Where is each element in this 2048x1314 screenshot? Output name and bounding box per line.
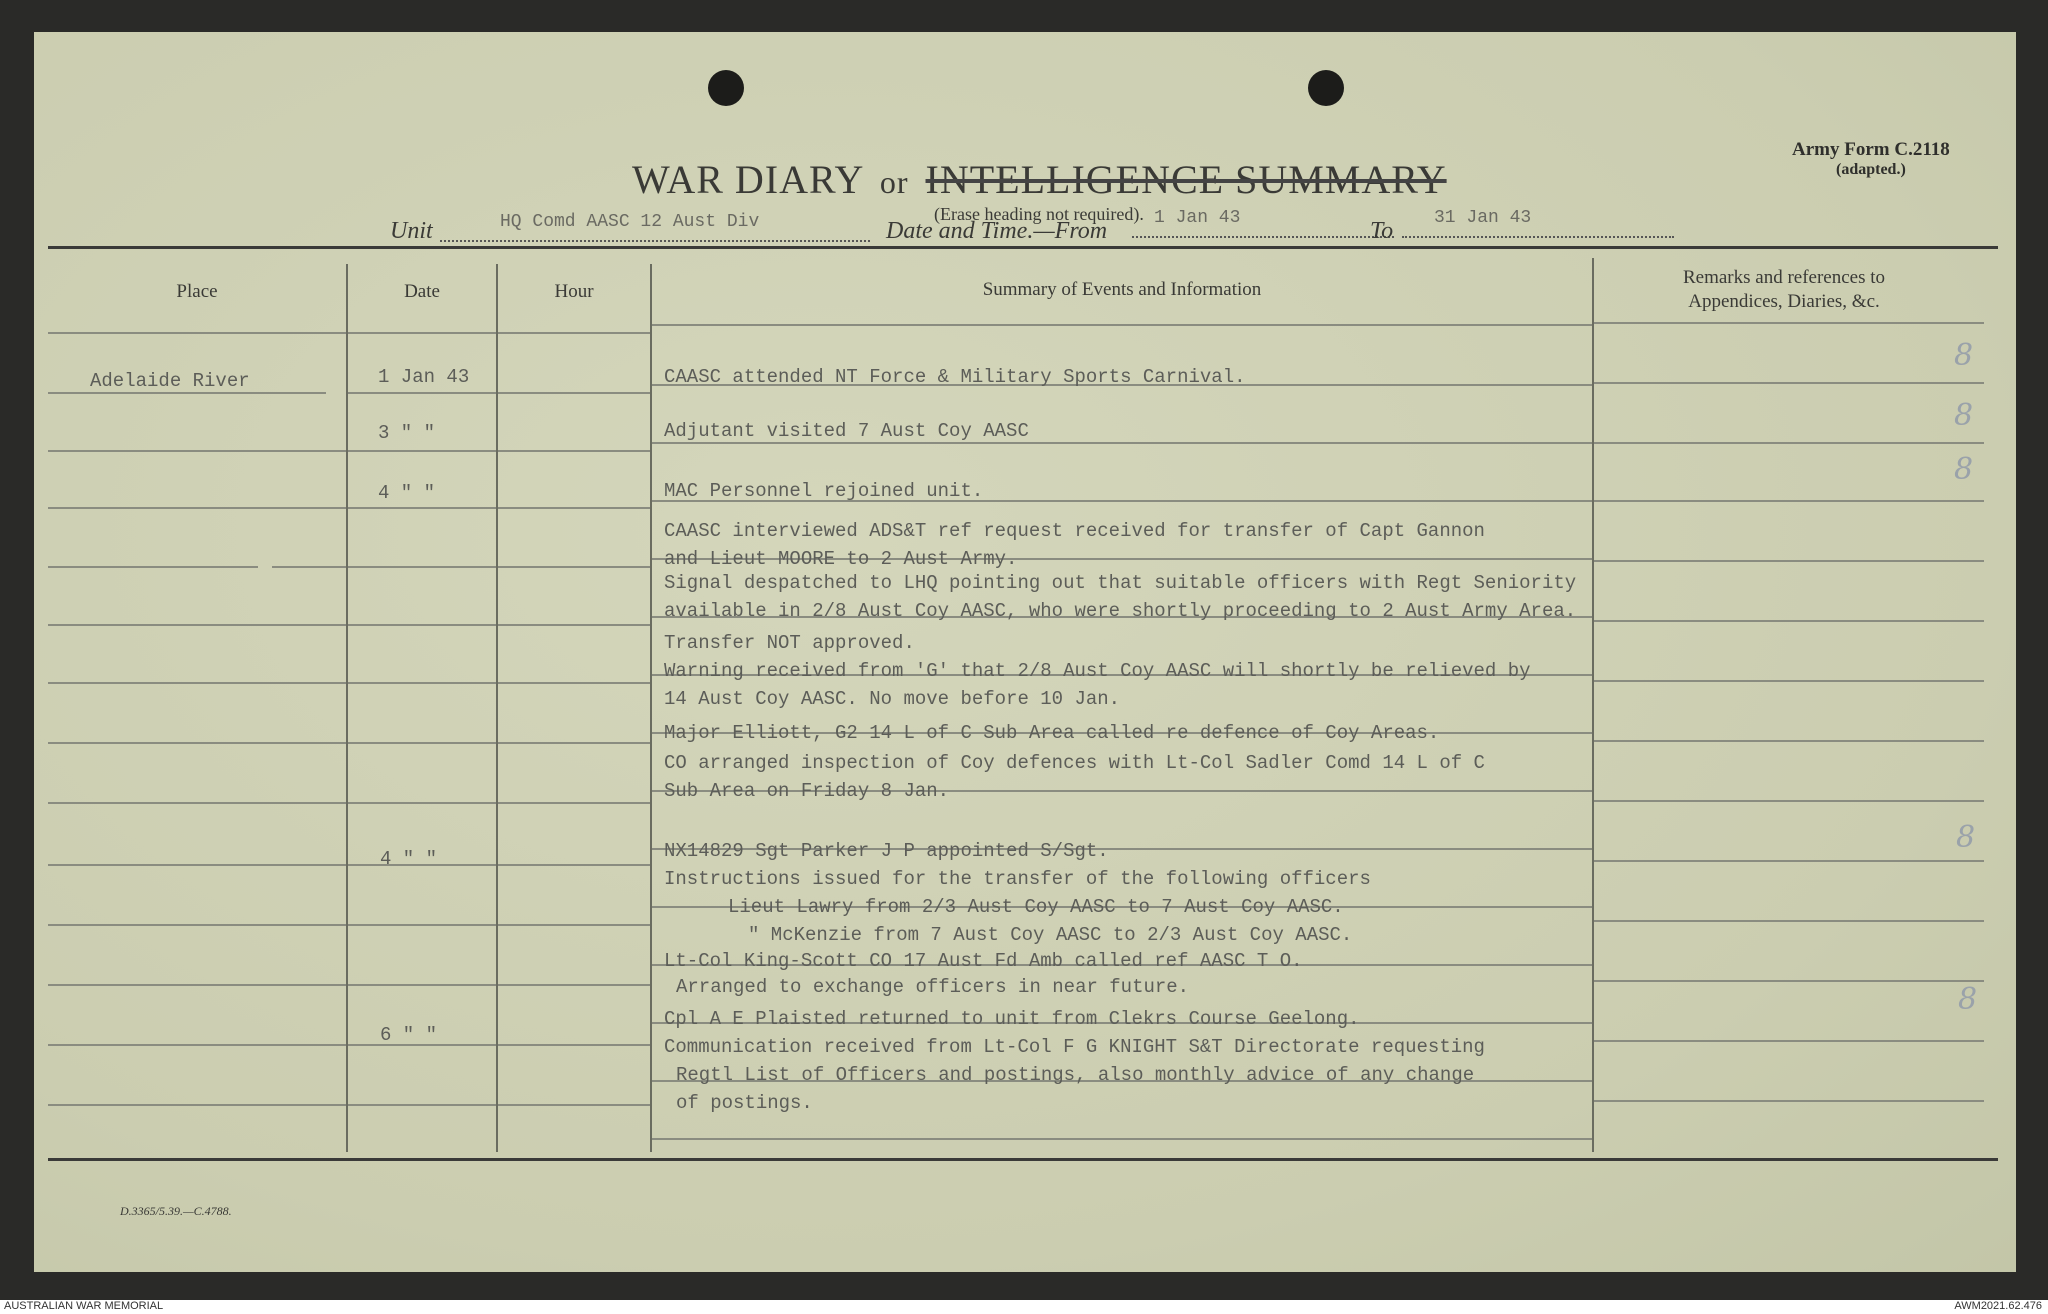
archive-caption-left: AUSTRALIAN WAR MEMORIAL	[4, 1300, 164, 1312]
summary-line: available in 2/8 Aust Coy AASC, who were shortly proceeding to 2 Aust Army Area.	[664, 600, 1577, 622]
title-or: or	[879, 164, 909, 200]
date-entry: 3 " "	[378, 422, 436, 444]
date-entry: 6 " "	[380, 1024, 438, 1046]
form-title	[632, 156, 1447, 203]
army-form-number	[1792, 140, 1950, 180]
summary-line: Arranged to exchange officers in near future.	[676, 976, 1190, 998]
table-top-rule	[48, 246, 1998, 249]
summary-line: CAASC attended NT Force & Military Sports Carnival.	[664, 366, 1246, 388]
table-bottom-rule	[48, 1158, 1998, 1161]
form-print-code: D.3365/5.39.—C.4788.	[120, 1204, 232, 1218]
summary-line: Instructions issued for the transfer of the following officers	[664, 868, 1371, 890]
summary-line: Lt-Col King-Scott CO 17 Aust Fd Amb called ref AASC T O.	[664, 950, 1303, 972]
summary-line: of postings.	[676, 1092, 813, 1114]
remarks-tick-mark: 8	[1954, 338, 1974, 373]
punch-hole-right	[1308, 70, 1344, 106]
summary-line: Cpl A E Plaisted returned to unit from Clekrs Course Geelong.	[664, 1008, 1360, 1030]
summary-line: Communication received from Lt-Col F G KNIGHT S&T Directorate requesting	[664, 1036, 1485, 1058]
remarks-tick-mark: 8	[1954, 398, 1974, 433]
summary-line: CAASC interviewed ADS&T ref request received for transfer of Capt Gannon	[664, 520, 1485, 542]
date-entry: 1 Jan 43	[378, 366, 470, 388]
summary-line: NX14829 Sgt Parker J P appointed S/Sgt.	[664, 840, 1109, 862]
summary-line: Regtl List of Officers and postings, also monthly advice of any change	[676, 1064, 1475, 1086]
summary-line: " McKenzie from 7 Aust Coy AASC to 2/3 Aust Coy AASC.	[748, 924, 1353, 946]
summary-line: Transfer NOT approved.	[664, 632, 915, 654]
to-value: 31 Jan 43	[1434, 208, 1532, 228]
column-header-remarks: Remarks and references to Appendices, Diaries, &c.	[1682, 267, 1886, 312]
summary-line: Warning received from 'G' that 2/8 Aust Coy AASC will shortly be relieved by	[664, 660, 1531, 682]
army-form-sub: (adapted.)	[1836, 161, 1906, 178]
column-header-place: Place	[176, 281, 218, 302]
place-entry: Adelaide River	[90, 370, 250, 392]
column-header-hour: Hour	[554, 281, 594, 302]
title-struck: INTELLIGENCE SUMMARY	[925, 157, 1447, 202]
remarks-tick-mark: 8	[1958, 982, 1978, 1017]
date-entry: 4 " "	[380, 848, 438, 870]
from-value: 1 Jan 43	[1154, 208, 1241, 228]
summary-line: Sub Area on Friday 8 Jan.	[664, 780, 950, 802]
summary-line: 14 Aust Coy AASC. No move before 10 Jan.	[664, 688, 1121, 710]
punch-hole-left	[708, 70, 744, 106]
summary-line: Signal despatched to LHQ pointing out that suitable officers with Regt Seniority	[664, 572, 1577, 594]
summary-line: Lieut Lawry from 2/3 Aust Coy AASC to 7 Aust Coy AASC.	[728, 896, 1344, 918]
date-time-label: Date and Time.—From	[886, 218, 1108, 244]
summary-line: Major Elliott, G2 14 L of C Sub Area called re defence of Coy Areas.	[664, 722, 1440, 744]
archive-caption-right: AWM2021.62.476	[1954, 1300, 2042, 1312]
form-subtitle: (Erase heading not required).	[934, 204, 1144, 224]
remarks-tick-mark: 8	[1954, 452, 1974, 487]
summary-line: CO arranged inspection of Coy defences with Lt-Col Sadler Comd 14 L of C	[664, 752, 1485, 774]
unit-label: Unit	[390, 218, 433, 244]
summary-line: MAC Personnel rejoined unit.	[664, 480, 984, 502]
title-main: WAR DIARY	[632, 157, 863, 202]
to-label: To	[1370, 218, 1394, 244]
column-header-date: Date	[404, 281, 440, 302]
column-header-summary: Summary of Events and Information	[982, 279, 1262, 300]
war-diary-sheet	[34, 32, 2016, 1272]
army-form-label: Army Form C.2118	[1792, 139, 1950, 160]
summary-line: Adjutant visited 7 Aust Coy AASC	[664, 420, 1029, 442]
unit-value: HQ Comd AASC 12 Aust Div	[500, 212, 760, 232]
summary-line: and Lieut MOORE to 2 Aust Army.	[664, 548, 1018, 570]
date-entry: 4 " "	[378, 482, 436, 504]
remarks-tick-mark: 8	[1956, 820, 1976, 855]
